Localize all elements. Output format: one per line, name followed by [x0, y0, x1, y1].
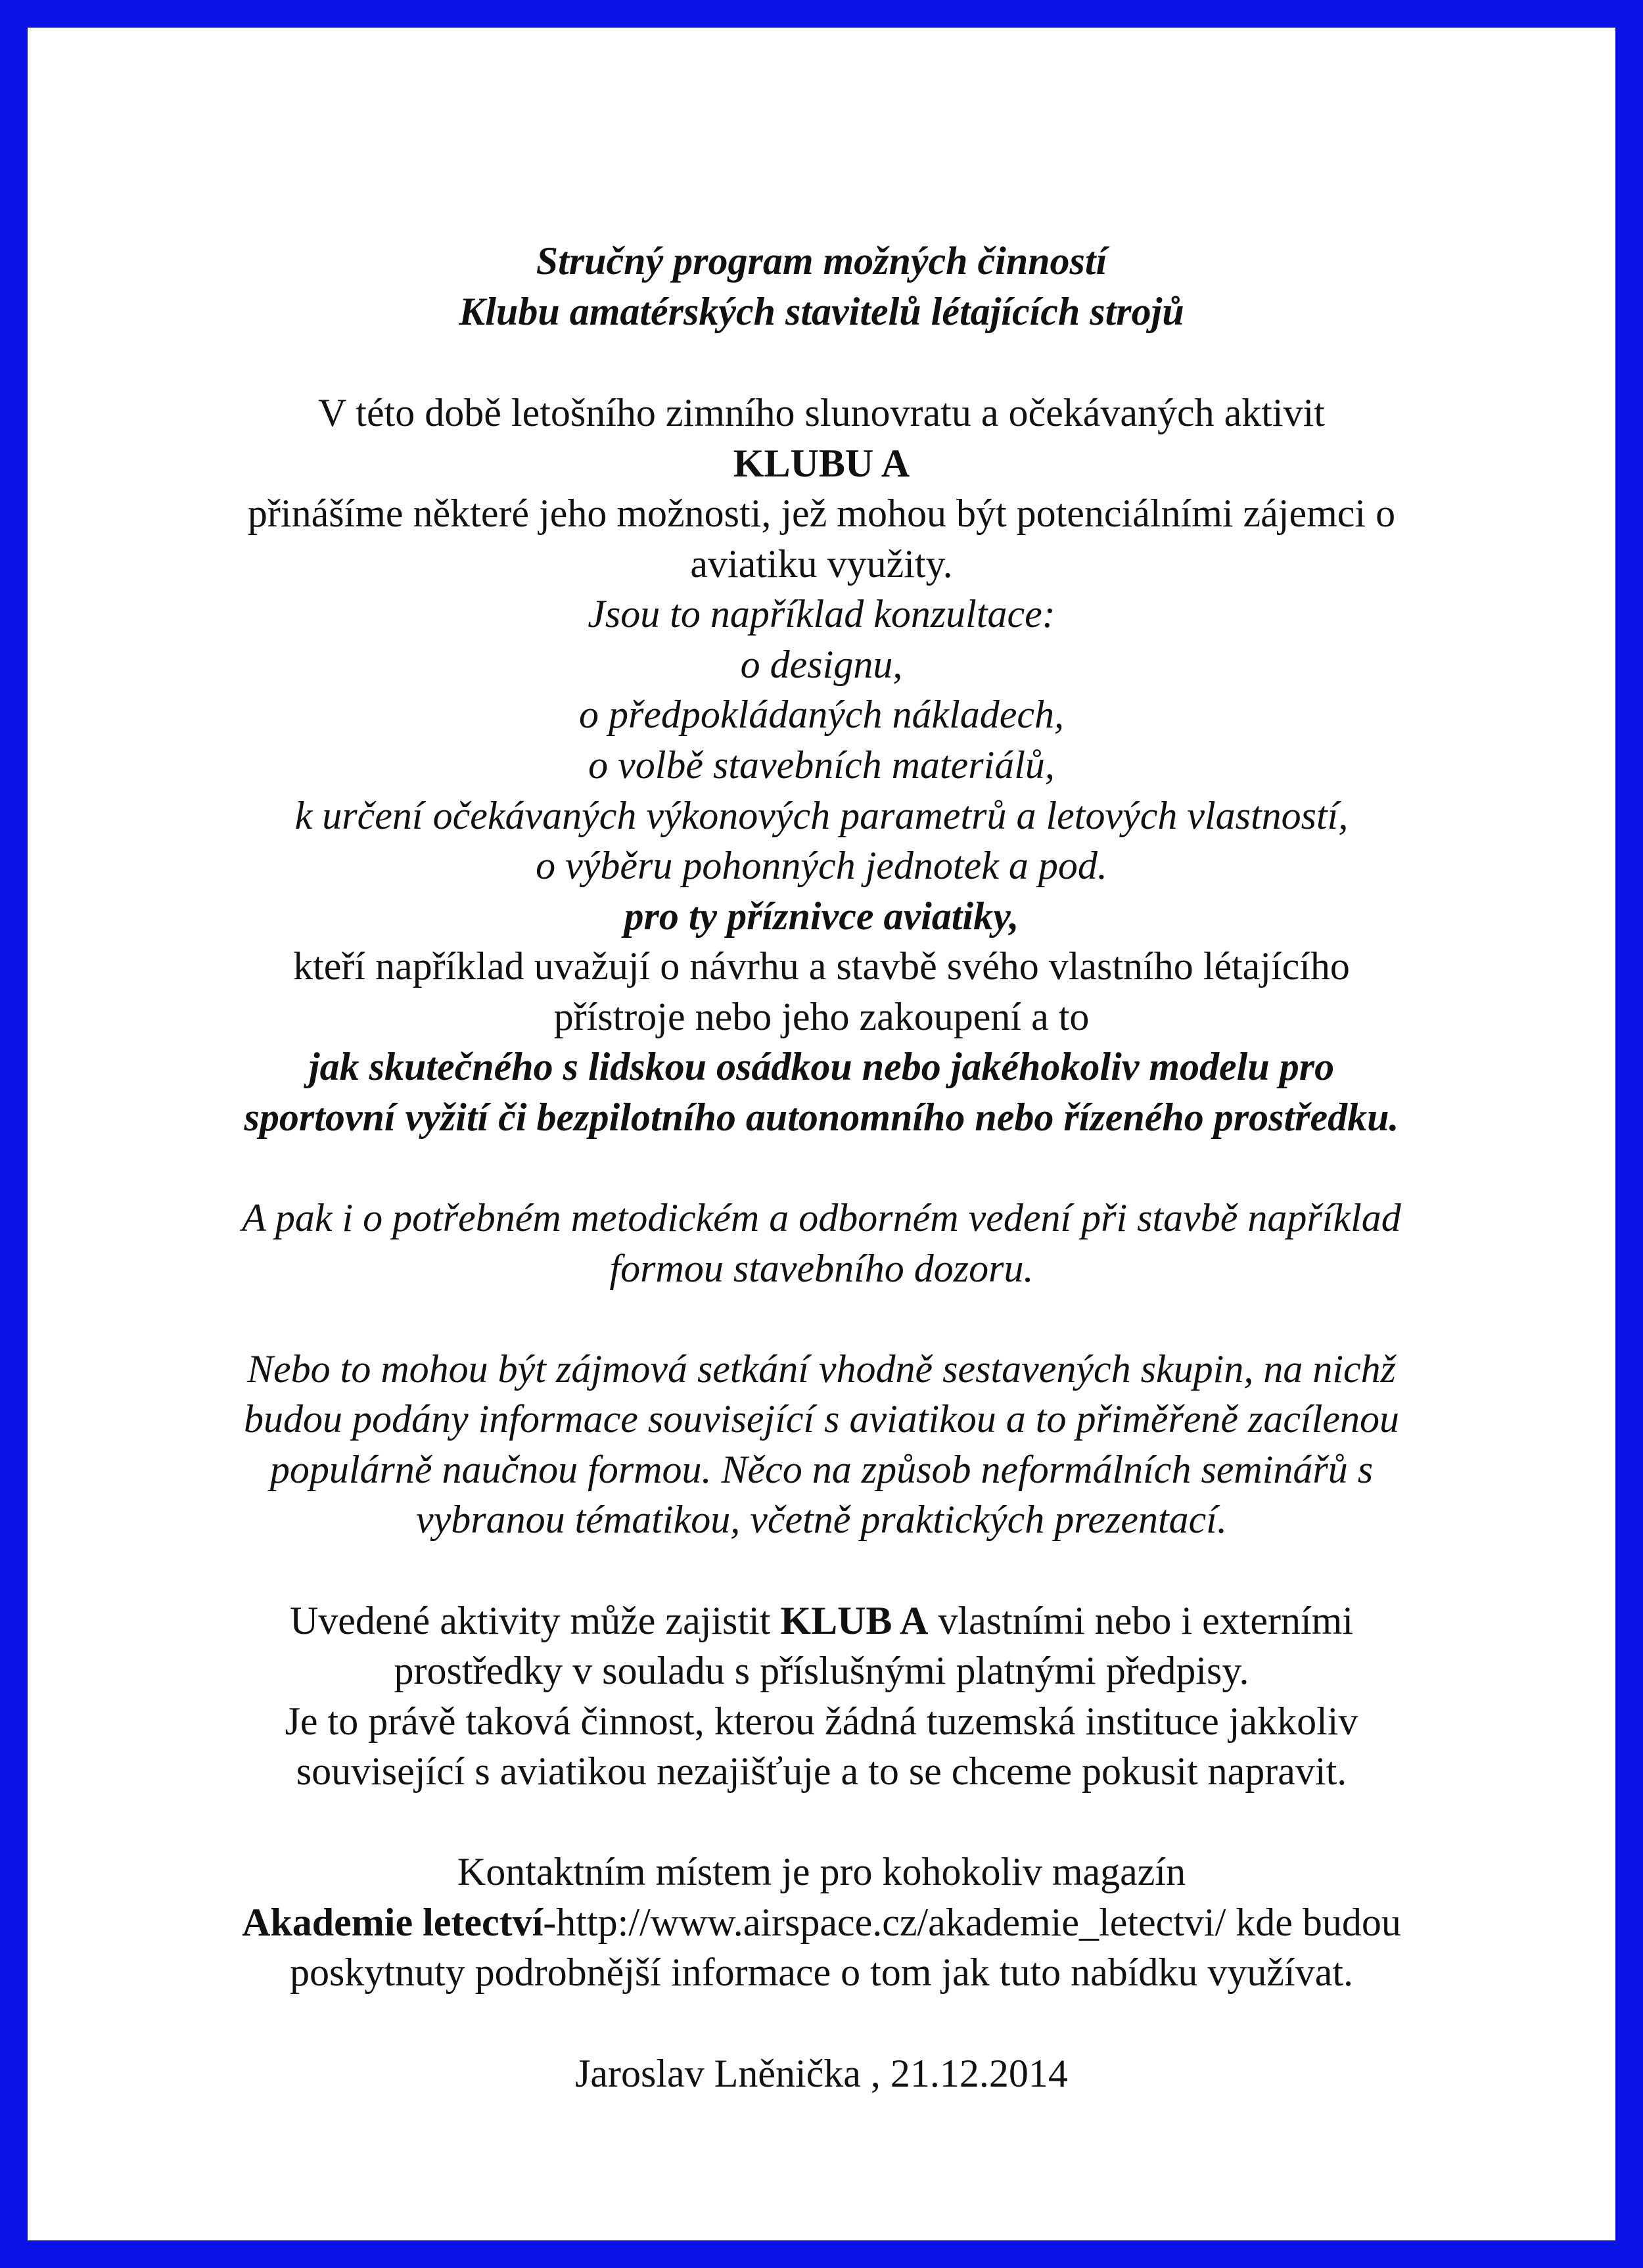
contact-line-2	[55, 1897, 1588, 1947]
audience-line: pro ty příznivce aviatiky,	[624, 894, 1019, 938]
document-body	[55, 28, 1588, 2240]
contact-line-1: Kontaktním místem je pro kohokoliv magazín	[457, 1850, 1186, 1893]
consultation-item: o výběru pohonných jednotek a pod.	[536, 844, 1107, 887]
supervision-line: formou stavebního dozoru.	[609, 1247, 1034, 1290]
club-name-heading: KLUBU A	[733, 442, 910, 485]
consultation-item: k určení očekávaných výkonových parametrů a letových vlastností,	[294, 794, 1349, 837]
supervision-line: A pak i o potřebném metodickém a odborném vedení při stavbě například	[242, 1196, 1401, 1239]
provision-line-4: související s aviatikou nezajišťuje a to se chceme pokusit napravit.	[296, 1749, 1347, 1793]
magazine-name: Akademie letectví	[242, 1901, 544, 1944]
scope-line: jak skutečného s lidskou osádkou nebo jakéhokoliv modelu pro	[308, 1045, 1335, 1088]
scope-line: sportovní vyžití či bezpilotního autonomního nebo řízeného prostředku.	[244, 1096, 1399, 1139]
magazine-url-link[interactable]: -http://www.airspace.cz/akademie_letectvi/ kde budou	[543, 1901, 1401, 1944]
provision-text: vlastními nebo i externími	[928, 1599, 1354, 1642]
audience-desc-line: kteří například uvažují o návrhu a stavbě svého vlastního létajícího	[293, 944, 1350, 988]
meetings-line: Nebo to mohou být zájmová setkání vhodně sestavených skupin, na nichž	[247, 1347, 1396, 1391]
consultations-heading: Jsou to například konzultace:	[588, 592, 1055, 636]
intro-line-3: přinášíme některé jeho možnosti, jež mohou být potenciálními zájemci o	[247, 492, 1396, 535]
signature-date: Jaroslav Lněnička , 21.12.2014	[575, 2052, 1068, 2095]
provision-text: Uvedené aktivity může zajistit	[289, 1599, 781, 1642]
consultation-item: o designu,	[740, 643, 903, 686]
consultation-item: o předpokládaných nákladech,	[578, 693, 1065, 736]
meetings-line: populárně naučnou formou. Něco na způsob neformálních seminářů s	[269, 1448, 1374, 1491]
club-name-inline: KLUB A	[780, 1599, 929, 1642]
provision-line-2: prostředky v souladu s příslušnými platnými předpisy.	[394, 1649, 1249, 1692]
provision-line-3: Je to právě taková činnost, kterou žádná tuzemská instituce jakkoliv	[285, 1700, 1358, 1743]
meetings-line: budou podány informace související s aviatikou a to přiměřeně zacílenou	[243, 1397, 1400, 1441]
title-line-2: Klubu amatérských stavitelů létajících strojů	[459, 290, 1184, 333]
audience-desc-line: přístroje nebo jeho zakoupení a to	[553, 995, 1090, 1038]
provision-line-1	[55, 1596, 1588, 1646]
meetings-line: vybranou tématikou, včetně praktických prezentací.	[416, 1498, 1227, 1541]
contact-line-3: poskytnuty podrobnější informace o tom jak tuto nabídku využívat.	[289, 1951, 1354, 1994]
consultation-item: o volbě stavebních materiálů,	[588, 743, 1055, 787]
intro-line-4: aviatiku využity.	[690, 542, 953, 586]
title-line-1: Stručný program možných činností	[536, 239, 1107, 283]
intro-line-1: V této době letošního zimního slunovratu a očekávaných aktivit	[318, 391, 1325, 434]
